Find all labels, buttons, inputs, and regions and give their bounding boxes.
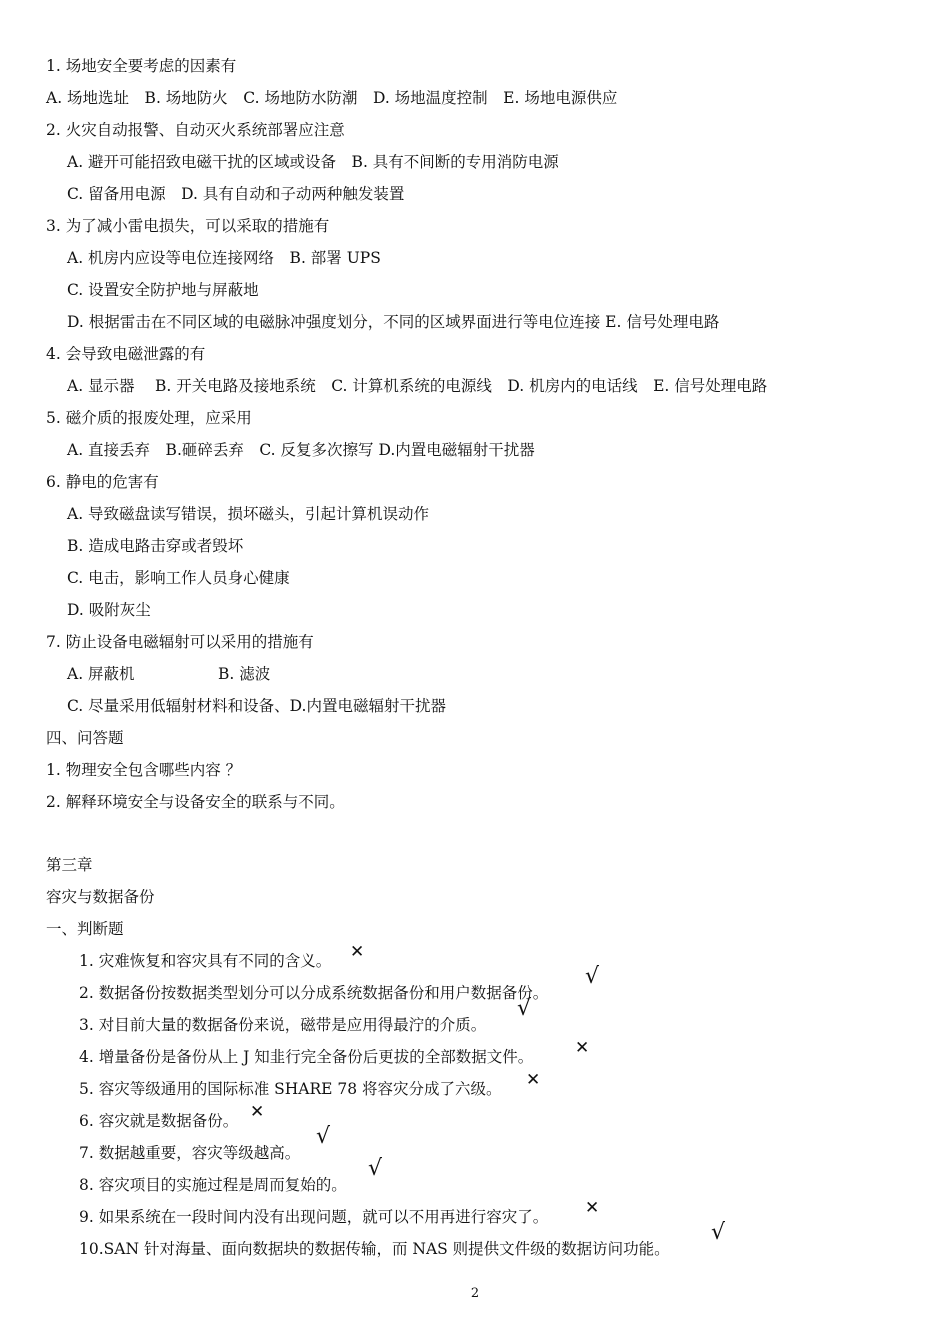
check-mark-icon: √	[585, 964, 600, 989]
question-2-options-2: C. 留备用电源 D. 具有自动和子动两种触发装置	[67, 185, 405, 203]
check-mark-icon: √	[517, 996, 532, 1021]
question-3-options-3: D. 根据雷击在不同区域的电磁脉冲强度划分，不同的区域界面进行等电位连接 E. 信号处理电路	[67, 313, 720, 331]
question-1: 1. 场地安全要考虑的因素有	[46, 57, 237, 75]
judge-item-3: 3. 对目前大量的数据备份来说，磁带是应用得最泞的介质。	[79, 1016, 487, 1034]
check-mark-icon: √	[711, 1220, 726, 1245]
judge-item-1: 1. 灾难恢复和容灾具有不同的含义。	[79, 952, 332, 970]
question-3-options-2: C. 设置安全防护地与屏蔽地	[67, 281, 259, 299]
question-6: 6. 静电的危害有	[46, 473, 159, 491]
question-6-option-d: D. 吸附灰尘	[67, 601, 151, 619]
check-mark-icon: √	[316, 1124, 331, 1149]
cross-mark-icon: ✕	[250, 1102, 265, 1122]
page-number: 2	[470, 1286, 480, 1301]
question-6-option-b: B. 造成电路击穿或者毁坏	[67, 537, 244, 555]
judge-item-2: 2. 数据备份按数据类型划分可以分成系统数据备份和用户数据备份。	[79, 984, 549, 1002]
judge-item-10: 10.SAN 针对海量、面向数据块的数据传输，而 NAS 则提供文件级的数据访问功能。	[79, 1240, 670, 1258]
question-5: 5. 磁介质的报废处理，应采用	[46, 409, 252, 427]
question-2-options-1: A. 避开可能招致电磁干扰的区域或设备 B. 具有不间断的专用消防电源	[67, 153, 559, 171]
question-7: 7. 防止设备电磁辐射可以采用的措施有	[46, 633, 314, 651]
judge-heading: 一、判断题	[46, 920, 124, 938]
check-mark-icon: √	[368, 1156, 383, 1181]
qa-question-2: 2. 解释环境安全与设备安全的联系与不同。	[46, 793, 345, 811]
judge-item-7: 7. 数据越重要，容灾等级越高。	[79, 1144, 301, 1162]
question-7-option-a: A. 屏蔽机	[67, 665, 135, 683]
question-2: 2. 火灾自动报警、自动灭火系统部署应注意	[46, 121, 345, 139]
qa-question-1: 1. 物理安全包含哪些内容 ？	[46, 761, 242, 779]
section-heading-qa: 四、问答题	[46, 729, 124, 747]
cross-mark-icon: ✕	[526, 1070, 541, 1090]
judge-item-5: 5. 容灾等级通用的国际标准 SHARE 78 将容灾分成了六级。	[79, 1080, 502, 1098]
question-7-option-c: C. 尽量采用低辐射材料和设备、D.内置电磁辐射干扰器	[67, 697, 446, 715]
judge-item-6: 6. 容灾就是数据备份。	[79, 1112, 239, 1130]
chapter-title: 第三章	[46, 856, 93, 874]
question-5-options: A. 直接丢弃 B.砸碎丢弃 C. 反复多次擦写 D.内置电磁辐射干扰器	[67, 441, 535, 459]
question-1-options: A. 场地选址 B. 场地防火 C. 场地防水防潮 D. 场地温度控制 E. 场地电源供应	[46, 89, 618, 107]
cross-mark-icon: ✕	[350, 942, 365, 962]
question-4: 4. 会导致电磁泄露的有	[46, 345, 206, 363]
question-6-option-c: C. 电击，影响工作人员身心健康	[67, 569, 290, 587]
judge-item-9: 9. 如果系统在一段时间内没有出现问题，就可以不用再进行容灾了。	[79, 1208, 549, 1226]
cross-mark-icon: ✕	[585, 1198, 600, 1218]
question-6-option-a: A. 导致磁盘读写错误，损坏磁头，引起计算机误动作	[67, 505, 430, 523]
question-7-option-b: B. 滤波	[218, 665, 271, 683]
question-3: 3. 为了减小雷电损失，可以采取的措施有	[46, 217, 330, 235]
question-3-options-1: A. 机房内应设等电位连接网络 B. 部署 UPS	[67, 249, 381, 267]
cross-mark-icon: ✕	[575, 1038, 590, 1058]
judge-item-8: 8. 容灾项目的实施过程是周而复始的。	[79, 1176, 347, 1194]
question-4-options: A. 显示器 B. 开关电路及接地系统 C. 计算机系统的电源线 D. 机房内的电话线 E. 信号处理电路	[67, 377, 768, 395]
chapter-subtitle: 容灾与数据备份	[46, 888, 155, 906]
judge-item-4: 4. 增量备份是备份从上 J 知韭行完全备份后更拔的全部数据文件。	[79, 1048, 534, 1066]
